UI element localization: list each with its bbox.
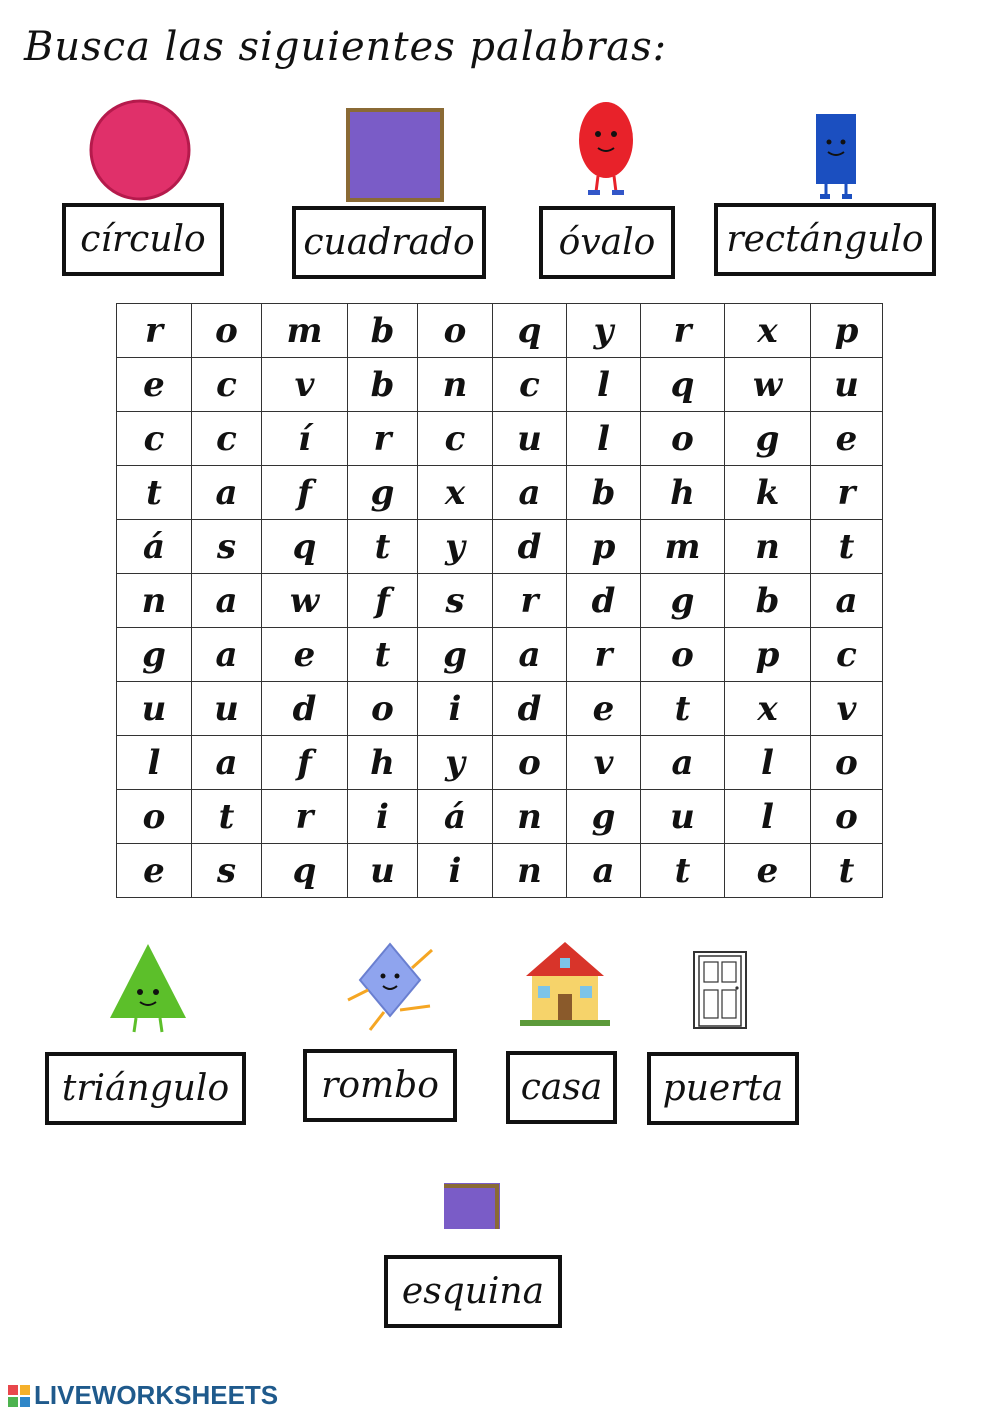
grid-cell[interactable]: u [117,682,192,736]
grid-cell[interactable]: o [641,628,725,682]
grid-cell[interactable]: a [192,628,262,682]
oval-character-icon [576,100,636,198]
grid-cell[interactable]: e [262,628,348,682]
word-label: puerta [662,1068,784,1109]
grid-cell[interactable]: b [348,304,418,358]
grid-cell[interactable]: c [192,412,262,466]
grid-cell[interactable]: g [418,628,493,682]
grid-cell[interactable]: u [641,790,725,844]
grid-cell[interactable]: l [567,412,641,466]
grid-cell[interactable]: v [262,358,348,412]
grid-cell[interactable]: o [493,736,567,790]
grid-cell[interactable]: u [348,844,418,898]
word-label: rombo [321,1065,439,1106]
grid-cell[interactable]: t [641,844,725,898]
grid-cell[interactable]: y [418,520,493,574]
grid-cell[interactable]: t [117,466,192,520]
grid-cell[interactable]: i [418,844,493,898]
grid-cell[interactable]: f [262,466,348,520]
grid-cell[interactable]: t [192,790,262,844]
grid-cell[interactable]: g [641,574,725,628]
grid-cell[interactable]: n [117,574,192,628]
grid-cell[interactable]: d [567,574,641,628]
grid-cell[interactable]: p [725,628,811,682]
grid-cell[interactable]: s [192,844,262,898]
grid-cell[interactable]: u [493,412,567,466]
grid-cell[interactable]: a [811,574,883,628]
word-rectangulo [714,203,936,276]
grid-cell[interactable]: d [493,520,567,574]
grid-cell[interactable]: c [493,358,567,412]
grid-cell[interactable]: r [262,790,348,844]
grid-cell[interactable]: n [493,790,567,844]
grid-row [117,412,883,466]
grid-cell[interactable]: u [811,358,883,412]
grid-cell[interactable]: n [493,844,567,898]
word-circulo [62,203,224,276]
word-rombo [303,1049,457,1122]
grid-cell[interactable]: a [493,466,567,520]
grid-cell[interactable]: q [262,520,348,574]
grid-cell[interactable]: i [348,790,418,844]
grid-cell[interactable]: t [348,628,418,682]
grid-cell[interactable]: n [725,520,811,574]
grid-cell[interactable]: í [262,412,348,466]
grid-cell[interactable]: l [567,358,641,412]
grid-cell[interactable]: r [567,628,641,682]
grid-cell[interactable]: g [117,628,192,682]
grid-cell[interactable]: m [262,304,348,358]
grid-cell[interactable]: b [567,466,641,520]
grid-cell[interactable]: r [641,304,725,358]
grid-cell[interactable]: g [348,466,418,520]
grid-cell[interactable]: t [348,520,418,574]
grid-cell[interactable]: y [418,736,493,790]
grid-cell[interactable]: r [811,466,883,520]
word-label: casa [520,1067,603,1108]
grid-cell[interactable]: o [348,682,418,736]
door-icon [692,950,748,1030]
word-esquina [384,1255,562,1328]
grid-cell[interactable]: h [348,736,418,790]
logo-icon [8,1385,30,1407]
grid-cell[interactable]: y [567,304,641,358]
grid-row [117,736,883,790]
grid-cell[interactable]: a [192,736,262,790]
grid-row [117,574,883,628]
word-label: círculo [80,219,206,260]
triangle-character-icon [106,940,190,1040]
rhombus-character-icon [340,936,442,1036]
grid-cell[interactable]: g [567,790,641,844]
grid-cell[interactable]: a [641,736,725,790]
word-cuadrado [292,206,486,279]
grid-cell[interactable]: q [641,358,725,412]
word-puerta [647,1052,799,1125]
grid-cell[interactable]: v [811,682,883,736]
grid-row [117,682,883,736]
word-label: rectángulo [726,219,924,260]
circle-shape-icon [88,98,192,202]
grid-cell[interactable]: w [725,358,811,412]
grid-cell[interactable]: o [811,736,883,790]
grid-cell[interactable]: f [348,574,418,628]
grid-cell[interactable]: r [493,574,567,628]
grid-row [117,466,883,520]
house-icon [516,936,614,1028]
grid-cell[interactable]: x [418,466,493,520]
grid-cell[interactable]: e [567,682,641,736]
square-shape-icon [346,108,444,202]
brand-name: LIVEWORKSHEETS [34,1380,279,1410]
grid-cell[interactable]: k [725,466,811,520]
grid-row [117,358,883,412]
grid-cell[interactable]: b [725,574,811,628]
grid-cell[interactable]: e [811,412,883,466]
grid-row [117,628,883,682]
grid-cell[interactable]: l [117,736,192,790]
grid-cell[interactable]: s [418,574,493,628]
grid-cell[interactable]: c [192,358,262,412]
grid-cell[interactable]: s [192,520,262,574]
footer-logo [8,1380,278,1411]
grid-cell[interactable]: l [725,736,811,790]
grid-cell[interactable]: p [811,304,883,358]
grid-cell[interactable]: h [641,466,725,520]
grid-cell[interactable]: g [725,412,811,466]
word-ovalo [539,206,675,279]
word-label: esquina [401,1271,545,1312]
grid-cell[interactable]: d [262,682,348,736]
grid-cell[interactable]: p [567,520,641,574]
rectangle-character-icon [812,112,860,200]
word-search-grid [116,303,883,898]
grid-row [117,790,883,844]
grid-cell[interactable]: i [418,682,493,736]
grid-cell[interactable]: n [418,358,493,412]
grid-cell[interactable]: o [641,412,725,466]
grid-cell[interactable]: e [117,844,192,898]
word-label: triángulo [61,1068,230,1109]
grid-cell[interactable]: a [567,844,641,898]
grid-cell[interactable]: c [117,412,192,466]
grid-cell[interactable]: x [725,682,811,736]
word-label: cuadrado [303,222,475,263]
grid-cell[interactable]: a [493,628,567,682]
square-corner-icon [444,1183,500,1229]
word-triangulo [45,1052,246,1125]
grid-cell[interactable]: á [117,520,192,574]
grid-cell[interactable]: b [348,358,418,412]
grid-cell[interactable]: q [262,844,348,898]
grid-row [117,844,883,898]
grid-cell[interactable]: á [418,790,493,844]
grid-cell[interactable]: w [262,574,348,628]
word-casa [506,1051,617,1124]
grid-cell[interactable]: c [811,628,883,682]
grid-cell[interactable]: a [192,574,262,628]
grid-row [117,520,883,574]
grid-cell[interactable]: o [117,790,192,844]
grid-cell[interactable]: e [117,358,192,412]
grid-cell[interactable]: u [192,682,262,736]
grid-cell[interactable]: d [493,682,567,736]
grid-cell[interactable]: e [725,844,811,898]
page-title: Busca las siguientes palabras: [24,24,668,70]
grid-cell[interactable]: l [725,790,811,844]
grid-cell[interactable]: t [811,520,883,574]
grid-cell[interactable]: o [418,304,493,358]
grid-cell[interactable]: o [811,790,883,844]
grid-cell[interactable]: c [418,412,493,466]
grid-cell[interactable]: f [262,736,348,790]
grid-cell[interactable]: m [641,520,725,574]
grid-row [117,304,883,358]
grid-cell[interactable]: r [348,412,418,466]
grid-cell[interactable]: a [192,466,262,520]
word-label: óvalo [558,222,656,263]
grid-cell[interactable]: r [117,304,192,358]
grid-cell[interactable]: t [811,844,883,898]
grid-cell[interactable]: v [567,736,641,790]
grid-cell[interactable]: o [192,304,262,358]
grid-cell[interactable]: t [641,682,725,736]
grid-cell[interactable]: x [725,304,811,358]
grid-cell[interactable]: q [493,304,567,358]
